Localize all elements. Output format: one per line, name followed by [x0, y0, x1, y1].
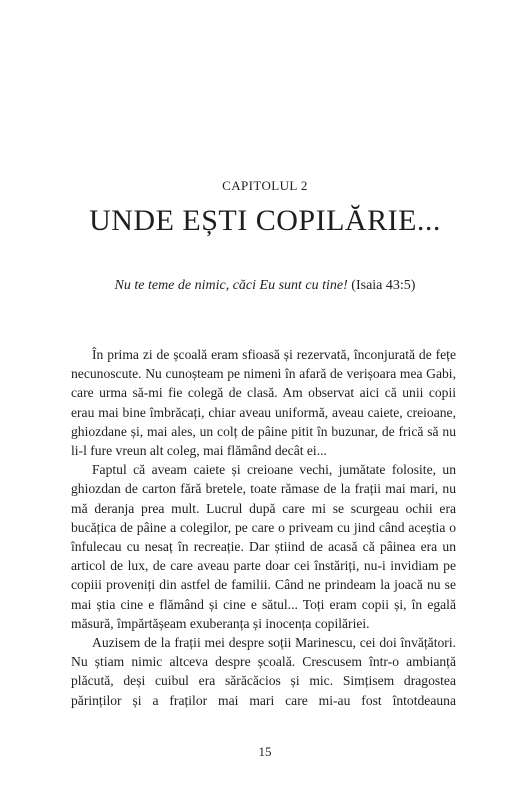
- epigraph: [0, 278, 530, 294]
- paragraph-2: Faptul că aveam caiete și creioane vechi, jumătate folosite, un ghiozdan de carton fără bretele, toate rămase de la frații mai mari, nu mă deranja prea mult. Lucrul după care mi se scurgeau ochii era bucățica de pâine a colegilor, pe care o priveam cu jind când aceștia o înfulecau cu nesaț în recreație. Dar știind de acasă că pâinea era un articol de lux, de care aveau parte doar cei înstăriți, nu-i invidiam pe copiii proveniți din astfel de familii. Când ne prindeam la joacă nu se mai știa cine e flămând și cine e sătul... Toți eram copii și, în egală măsură, împărtășeam exuberanța și inocența copilăriei.: [71, 462, 456, 631]
- body-text: [71, 345, 456, 710]
- chapter-label: CAPITOLUL 2: [222, 178, 308, 193]
- epigraph-reference: (Isaia 43:5): [347, 278, 416, 293]
- epigraph-quote: Nu te teme de nimic, căci Eu sunt cu tine!: [114, 278, 348, 293]
- chapter-title: UNDE EȘTI COPILĂRIE...: [89, 204, 441, 237]
- page-number: 15: [258, 744, 272, 759]
- paragraph-3: Auzisem de la frații mei despre soții Marinescu, cei doi învățători. Nu știam nimic altceva despre școală. Crescusem într-o ambianță plăcută, deși cuibul era sărăcăcios și mic. Simțisem dragostea părinților și a fraților mai mari care mi-au fost întotdeauna: [71, 635, 456, 708]
- paragraph-1: În prima zi de școală eram sfioasă și rezervată, înconjurată de fețe necunoscute. Nu cunoșteam pe nimeni în afară de verișoara mea Gabi, care urma să-mi fie colegă de clasă. Am observat aici că unii copii erau mai bine îmbrăcați, chiar aveau uniformă, aveau caiete, creioane, ghiozdane și, mai ales, un colț de pâine pitit în buzunar, de frică să nu li-l fure vreun alt coleg, mai flămând decât ei...: [71, 347, 456, 459]
